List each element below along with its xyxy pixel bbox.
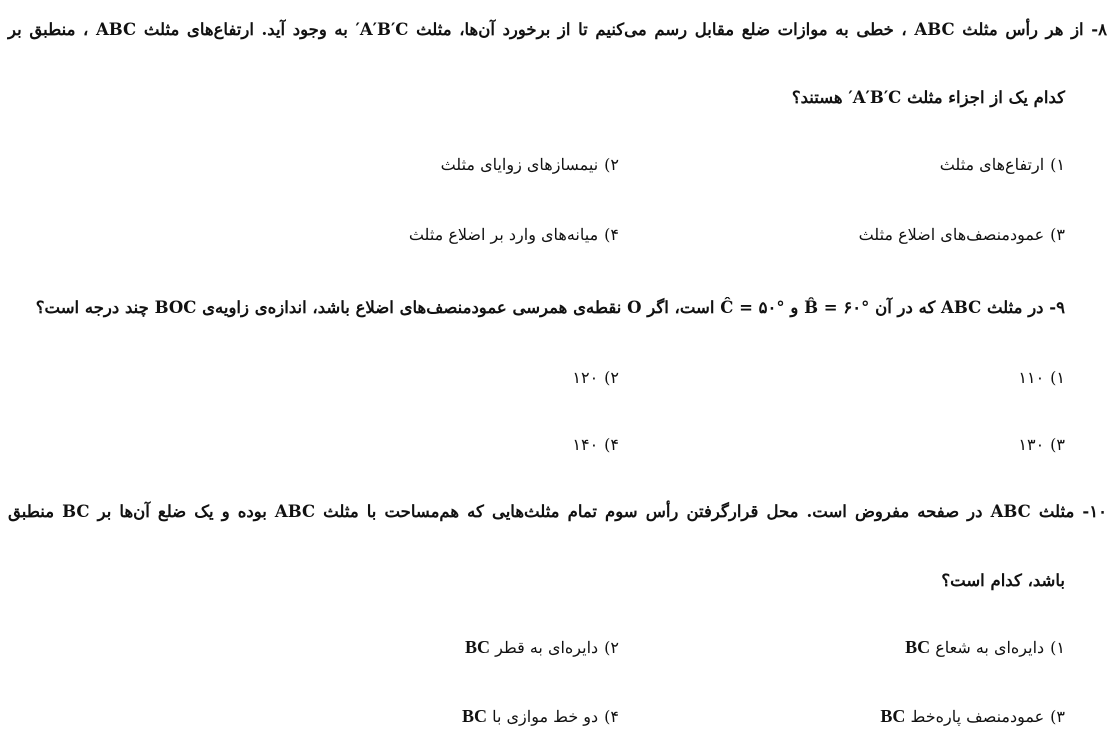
segment-label: BC bbox=[880, 706, 906, 726]
option-number: ۳) bbox=[1050, 707, 1065, 726]
option-number: ۳) bbox=[1050, 225, 1065, 244]
option-number: ۲) bbox=[604, 638, 619, 657]
option-text: دایره‌ای به شعاع bbox=[935, 638, 1045, 657]
q8-option-1[interactable] bbox=[940, 153, 1065, 177]
segment-label: BC bbox=[462, 706, 488, 726]
q10-stem-line1: ۱۰- مثلث ABC در صفحه مفروض است. محل قرارگرفتن رأس سوم تمام مثلث‌هایی که هم‌مساحت با مثلث ABC بوده و یک ضلع آن‌ها بر BC منطبق bbox=[8, 502, 1107, 521]
segment-label: BC bbox=[465, 637, 491, 657]
option-number: ۲) bbox=[604, 155, 619, 174]
option-text: عمودمنصف‌های اضلاع مثلث bbox=[858, 225, 1045, 244]
q10-option-2[interactable] bbox=[465, 635, 619, 660]
option-number: ۱) bbox=[1050, 368, 1065, 387]
q9-option-3[interactable] bbox=[1018, 433, 1065, 457]
option-text: عمودمنصف پاره‌خط bbox=[910, 707, 1045, 726]
option-number: ۱) bbox=[1050, 155, 1065, 174]
q10-option-3[interactable] bbox=[880, 704, 1065, 729]
option-number: ۳) bbox=[1050, 435, 1065, 454]
option-text: ارتفاع‌های مثلث bbox=[939, 155, 1045, 174]
option-text: نیمسازهای زوایای مثلث bbox=[440, 155, 599, 174]
q10-option-1[interactable] bbox=[905, 635, 1065, 660]
option-text: ۱۱۰ bbox=[1018, 368, 1045, 387]
option-text: ۱۲۰ bbox=[572, 368, 599, 387]
q9-option-2[interactable] bbox=[572, 366, 619, 390]
segment-label: BC bbox=[905, 637, 931, 657]
option-number: ۴) bbox=[604, 707, 619, 726]
q8-stem-line2: کدام یک از اجزاء مثلث A′B′C′ هستند؟ bbox=[791, 88, 1065, 107]
q10-stem-line2: باشد، کدام است؟ bbox=[941, 571, 1065, 590]
q8-option-3[interactable] bbox=[859, 223, 1065, 247]
q9-stem-line1: ۹- در مثلث ABC که در آن B̂ = ۶۰° و Ĉ = ۵۰° است، اگر O نقطه‌ی همرسی عمودمنصف‌های اضلاع باشد، اندازه‌ی زاویه‌ی BOC چند درجه است؟ bbox=[35, 298, 1065, 317]
q8-option-4[interactable] bbox=[409, 223, 619, 247]
q8-stem-line1: ۸- از هر رأس مثلث ABC ، خطی به موازات ضلع مقابل رسم می‌کنیم تا از برخورد آن‌ها، مثلث A′B′C′ به وجود آید. ارتفاع‌های مثلث ABC ، منطبق بر bbox=[8, 20, 1107, 39]
option-text: میانه‌های وارد بر اضلاع مثلث bbox=[408, 225, 599, 244]
option-number: ۴) bbox=[604, 435, 619, 454]
option-number: ۱) bbox=[1050, 638, 1065, 657]
option-text: ۱۴۰ bbox=[572, 435, 599, 454]
option-number: ۴) bbox=[604, 225, 619, 244]
option-text: دو خط موازی با bbox=[492, 707, 599, 726]
option-text: ۱۳۰ bbox=[1018, 435, 1045, 454]
q10-option-4[interactable] bbox=[462, 704, 619, 729]
q9-option-4[interactable] bbox=[572, 433, 619, 457]
option-number: ۲) bbox=[604, 368, 619, 387]
option-text: دایره‌ای به قطر bbox=[495, 638, 599, 657]
q9-option-1[interactable] bbox=[1018, 366, 1065, 390]
q8-option-2[interactable] bbox=[441, 153, 619, 177]
